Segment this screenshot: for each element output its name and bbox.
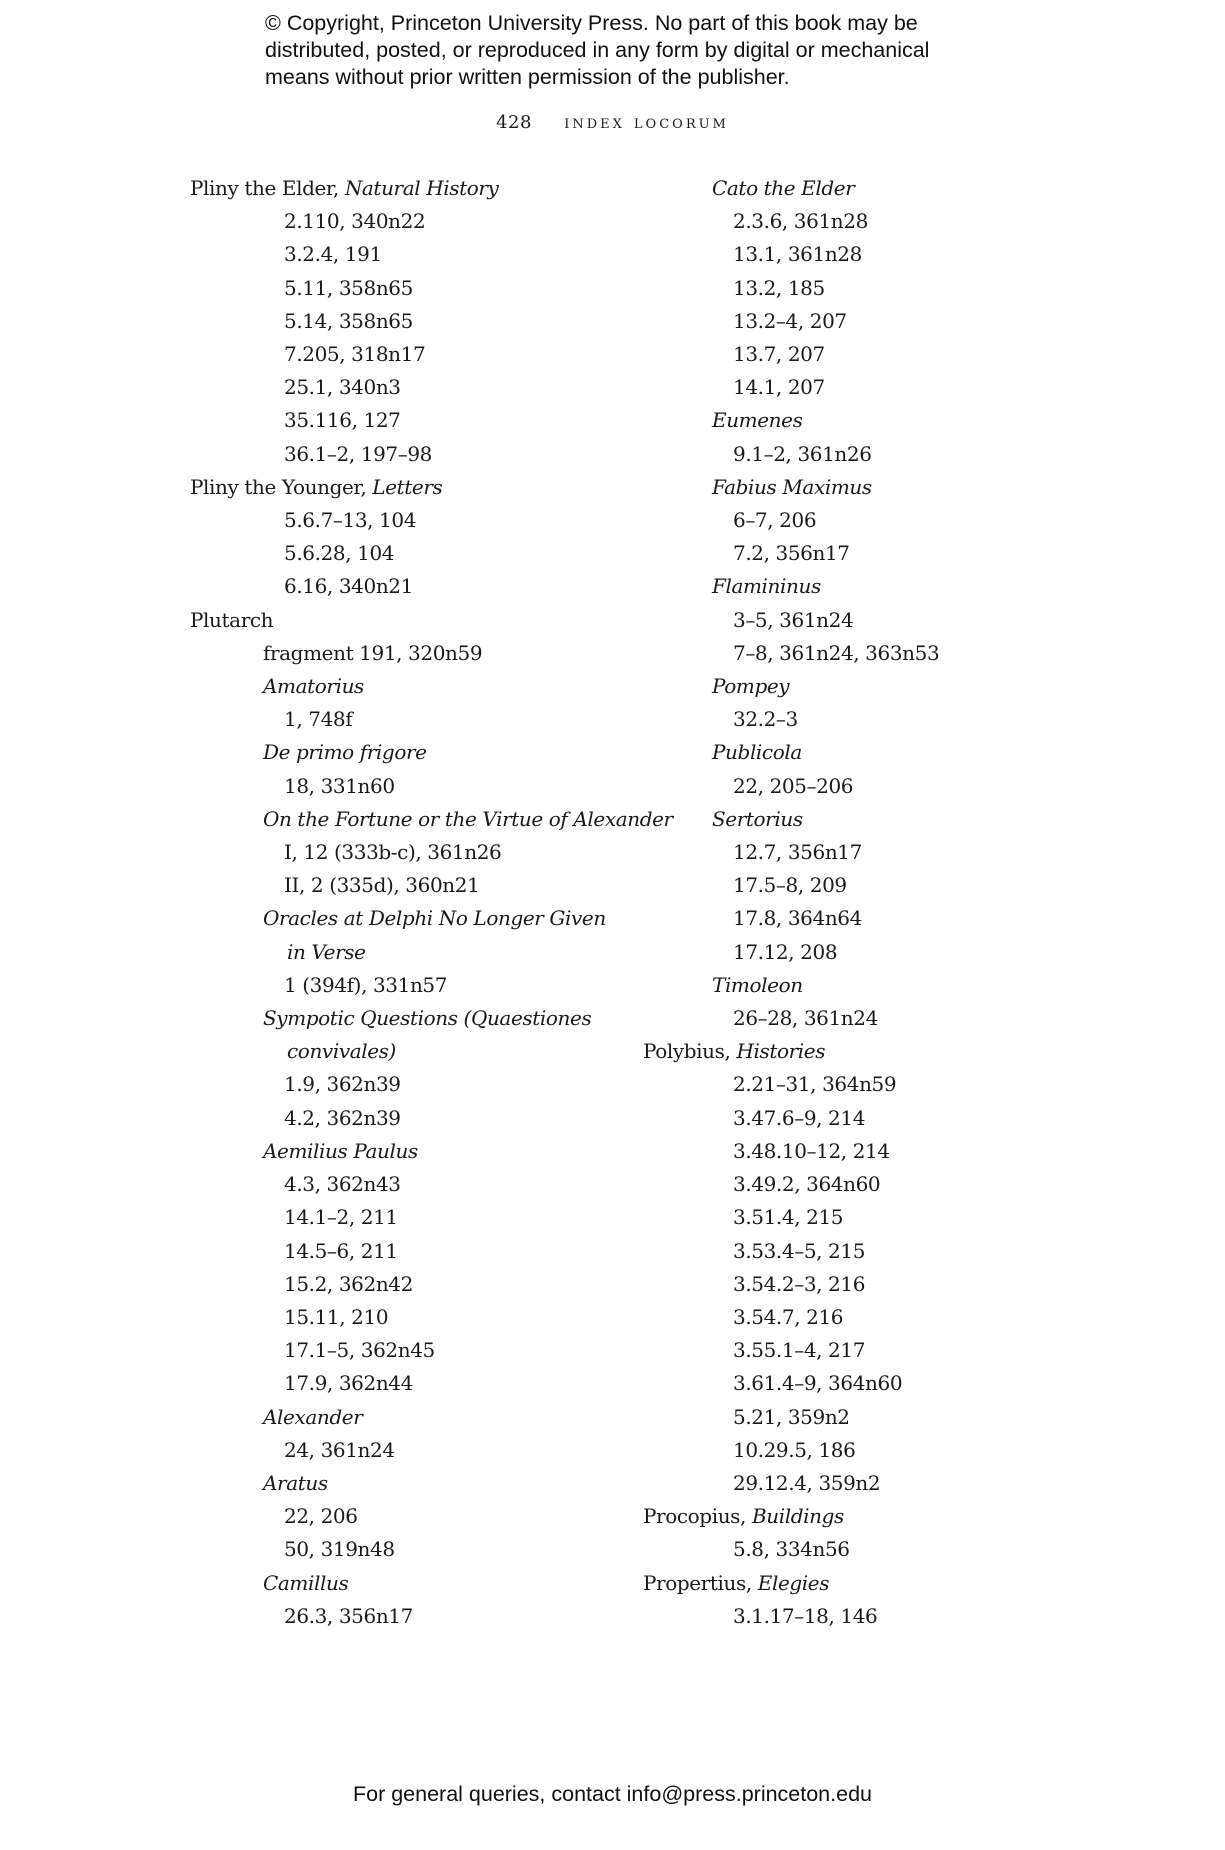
entry-text: 9.1–2, 361n26	[733, 441, 872, 466]
index-subheading	[643, 570, 1063, 603]
entry-text: 32.2–3	[733, 707, 798, 732]
index-column-right	[643, 172, 1063, 1633]
entry-text: 12.7, 356n17	[733, 840, 862, 865]
index-entry	[190, 537, 640, 570]
index-entry	[643, 1102, 1063, 1135]
copyright-notice	[265, 10, 985, 91]
entry-text: 17.1–5, 362n45	[284, 1338, 435, 1363]
entry-text: 14.5–6, 211	[284, 1238, 398, 1263]
index-subheading	[643, 404, 1063, 437]
index-entry	[190, 1434, 640, 1467]
index-entry	[190, 404, 640, 437]
index-entry	[643, 338, 1063, 371]
entry-title: Timoleon	[712, 972, 803, 997]
index-heading	[643, 1035, 1063, 1068]
entry-title: Amatorius	[263, 674, 364, 699]
entry-text: 2.110, 340n22	[284, 209, 426, 234]
index-entry	[643, 1068, 1063, 1101]
entry-text: Pliny the Elder,	[190, 176, 345, 200]
entry-text: 3.47.6–9, 214	[733, 1105, 866, 1130]
index-entry	[643, 1334, 1063, 1367]
copyright-line: distributed, posted, or reproduced in any form by digital or mechanical	[265, 38, 930, 62]
entry-text: 35.116, 127	[284, 408, 401, 433]
running-title: index locorum	[564, 111, 729, 133]
index-column-left	[190, 172, 673, 1633]
copyright-line: © Copyright, Princeton University Press. No part of this book may be	[265, 11, 918, 35]
index-entry	[643, 1401, 1063, 1434]
index-entry	[643, 604, 1063, 637]
entry-title: Natural History	[344, 176, 499, 200]
entry-title: Publicola	[712, 740, 802, 765]
entry-text: I, 12 (333b-c), 361n26	[284, 840, 502, 865]
index-subheading	[190, 803, 673, 836]
index-entry	[190, 770, 640, 803]
index-subheading	[190, 1467, 640, 1500]
entry-text: 3.54.2–3, 216	[733, 1271, 866, 1296]
index-entry	[190, 504, 640, 537]
entry-title: Camillus	[263, 1570, 349, 1595]
index-entry	[643, 703, 1063, 736]
index-entry	[190, 272, 640, 305]
entry-text: 3.61.4–9, 364n60	[733, 1371, 903, 1396]
index-entry	[190, 205, 640, 238]
entry-text: 5.6.28, 104	[284, 541, 395, 566]
index-subheading	[190, 736, 640, 769]
entry-text: 1, 748f	[284, 707, 353, 732]
entry-title: On the Fortune or the Virtue of Alexander	[263, 806, 673, 831]
entry-title: Elegies	[757, 1570, 830, 1595]
entry-text: 15.2, 362n42	[284, 1271, 413, 1296]
entry-text: 3.54.7, 216	[733, 1304, 844, 1329]
entry-title: Histories	[736, 1039, 826, 1064]
index-entry	[190, 1168, 640, 1201]
index-subheading	[190, 1567, 640, 1600]
entry-title: De primo frigore	[263, 740, 427, 765]
index-heading	[190, 172, 640, 205]
entry-text: 3.53.4–5, 215	[733, 1238, 866, 1263]
index-heading	[643, 1567, 1063, 1600]
entry-title: convivales)	[287, 1039, 396, 1064]
index-heading	[643, 1500, 1063, 1533]
index-entry	[643, 770, 1063, 803]
index-subheading	[643, 736, 1063, 769]
entry-text: 1.9, 362n39	[284, 1072, 401, 1097]
entry-text: 17.12, 208	[733, 939, 838, 964]
entry-title: Fabius Maximus	[712, 474, 872, 499]
index-entry	[190, 1334, 640, 1367]
index-subheading	[643, 803, 1063, 836]
index-subheading	[190, 1135, 640, 1168]
entry-text: 5.6.7–13, 104	[284, 508, 417, 533]
index-subheading	[190, 1035, 640, 1068]
entry-title: Cato the Elder	[712, 176, 855, 200]
index-entry	[190, 1102, 640, 1135]
entry-title: in Verse	[287, 939, 366, 964]
index-entry	[190, 238, 640, 271]
entry-title: Flamininus	[712, 574, 821, 599]
index-entry	[643, 1600, 1063, 1633]
index-entry	[190, 1201, 640, 1234]
entry-text: 14.1, 207	[733, 375, 825, 400]
index-entry	[190, 1068, 640, 1101]
entry-text: 14.1–2, 211	[284, 1205, 398, 1230]
index-entry	[190, 570, 640, 603]
entry-title: Sympotic Questions (Quaestiones	[263, 1006, 592, 1031]
index-entry	[190, 1533, 640, 1566]
index-entry	[643, 1235, 1063, 1268]
entry-text: 3.48.10–12, 214	[733, 1138, 890, 1163]
entry-text: 3.55.1–4, 217	[733, 1338, 866, 1363]
entry-text: 15.11, 210	[284, 1304, 389, 1329]
entry-text: 4.3, 362n43	[284, 1172, 401, 1197]
index-entry	[643, 205, 1063, 238]
entry-text: 7.2, 356n17	[733, 541, 850, 566]
entry-text: 22, 206	[284, 1504, 358, 1529]
index-heading	[190, 604, 640, 637]
entry-title: Buildings	[751, 1504, 844, 1529]
index-entry	[190, 1367, 640, 1400]
index-entry	[643, 272, 1063, 305]
entry-title: Alexander	[263, 1404, 363, 1429]
entry-title: Aemilius Paulus	[263, 1138, 418, 1163]
index-entry	[190, 338, 640, 371]
entry-text: 22, 205–206	[733, 773, 854, 798]
index-entry	[643, 1002, 1063, 1035]
index-entry	[643, 1533, 1063, 1566]
entry-text: 6–7, 206	[733, 508, 817, 533]
entry-text: 13.1, 361n28	[733, 242, 862, 267]
entry-text: 3.2.4, 191	[284, 242, 382, 267]
index-entry	[643, 1434, 1063, 1467]
entry-text: 36.1–2, 197–98	[284, 441, 432, 466]
entry-text: 29.12.4, 359n2	[733, 1470, 881, 1495]
index-entry	[643, 1168, 1063, 1201]
entry-text: 3.51.4, 215	[733, 1205, 844, 1230]
entry-text: 13.2, 185	[733, 275, 825, 300]
entry-text: 26–28, 361n24	[733, 1006, 878, 1031]
index-entry	[643, 1467, 1063, 1500]
index-entry	[643, 936, 1063, 969]
entry-text: 7–8, 361n24, 363n53	[733, 640, 940, 665]
entry-title: Aratus	[263, 1470, 328, 1495]
index-entry	[643, 305, 1063, 338]
index-entry	[190, 969, 640, 1002]
index-entry	[190, 869, 640, 902]
index-entry	[643, 371, 1063, 404]
index-entry	[643, 836, 1063, 869]
entry-text: II, 2 (335d), 360n21	[284, 873, 480, 898]
entry-text: 13.2–4, 207	[733, 308, 847, 333]
index-entry	[643, 1201, 1063, 1234]
index-entry	[643, 1135, 1063, 1168]
entry-title: Letters	[372, 474, 443, 499]
running-head	[0, 111, 1225, 133]
index-subheading	[190, 902, 640, 935]
index-subheading	[190, 936, 640, 969]
index-subheading	[643, 670, 1063, 703]
entry-text: 3.49.2, 364n60	[733, 1172, 881, 1197]
index-entry	[643, 537, 1063, 570]
entry-text: 1 (394f), 331n57	[284, 972, 448, 997]
entry-text: 25.1, 340n3	[284, 375, 401, 400]
index-entry	[643, 238, 1063, 271]
index-entry	[190, 1235, 640, 1268]
entry-text: 24, 361n24	[284, 1437, 395, 1462]
entry-title: Pompey	[712, 674, 790, 699]
index-subheading	[190, 670, 640, 703]
entry-text: Propertius,	[643, 1570, 758, 1595]
index-subheading	[190, 1401, 640, 1434]
entry-text: 17.8, 364n64	[733, 906, 862, 931]
index-subheading	[643, 172, 1063, 205]
index-entry	[190, 836, 640, 869]
index-entry	[643, 1301, 1063, 1334]
index-subheading	[643, 471, 1063, 504]
entry-text: 5.21, 359n2	[733, 1404, 850, 1429]
entry-text: 3–5, 361n24	[733, 607, 854, 632]
entry-text: 2.21–31, 364n59	[733, 1072, 897, 1097]
index-entry	[190, 637, 640, 670]
entry-text: 6.16, 340n21	[284, 574, 413, 599]
index-subheading	[643, 969, 1063, 1002]
entry-text: 5.11, 358n65	[284, 275, 413, 300]
entry-title: Oracles at Delphi No Longer Given	[263, 906, 606, 931]
index-entry	[190, 1268, 640, 1301]
entry-text: 7.205, 318n17	[284, 342, 426, 367]
index-entry	[643, 869, 1063, 902]
entry-text: 26.3, 356n17	[284, 1603, 413, 1628]
entry-text: Procopius,	[643, 1504, 752, 1529]
entry-text: Pliny the Younger,	[190, 474, 373, 499]
entry-text: 2.3.6, 361n28	[733, 209, 868, 234]
index-entry	[643, 438, 1063, 471]
index-entry	[190, 1600, 640, 1633]
entry-text: 5.14, 358n65	[284, 308, 413, 333]
entry-text: 50, 319n48	[284, 1537, 395, 1562]
index-entry	[190, 438, 640, 471]
index-entry	[190, 1301, 640, 1334]
index-entry	[643, 1367, 1063, 1400]
index-entry	[643, 637, 1063, 670]
index-entry	[643, 504, 1063, 537]
index-entry	[643, 1268, 1063, 1301]
footer-contact: For general queries, contact info@press.princeton.edu	[352, 1782, 872, 1806]
entry-text: Plutarch	[190, 607, 274, 632]
entry-text: 17.9, 362n44	[284, 1371, 413, 1396]
index-heading	[190, 471, 640, 504]
index-entry	[190, 305, 640, 338]
entry-text: 5.8, 334n56	[733, 1537, 850, 1562]
copyright-line: means without prior written permission of the publisher.	[265, 65, 790, 89]
entry-title: Sertorius	[712, 806, 803, 831]
entry-title: Eumenes	[712, 408, 803, 433]
entry-text: Polybius,	[643, 1039, 737, 1064]
index-entry	[190, 1500, 640, 1533]
entry-text: 4.2, 362n39	[284, 1105, 401, 1130]
index-subheading	[190, 1002, 640, 1035]
page-number: 428	[496, 112, 532, 133]
entry-text: 10.29.5, 186	[733, 1437, 856, 1462]
index-entry	[643, 902, 1063, 935]
entry-text: 17.5–8, 209	[733, 873, 847, 898]
index-entry	[190, 371, 640, 404]
index-entry	[190, 703, 640, 736]
entry-text: 13.7, 207	[733, 342, 825, 367]
entry-text: 18, 331n60	[284, 773, 395, 798]
entry-text: 3.1.17–18, 146	[733, 1603, 878, 1628]
entry-text: fragment 191, 320n59	[263, 640, 483, 665]
